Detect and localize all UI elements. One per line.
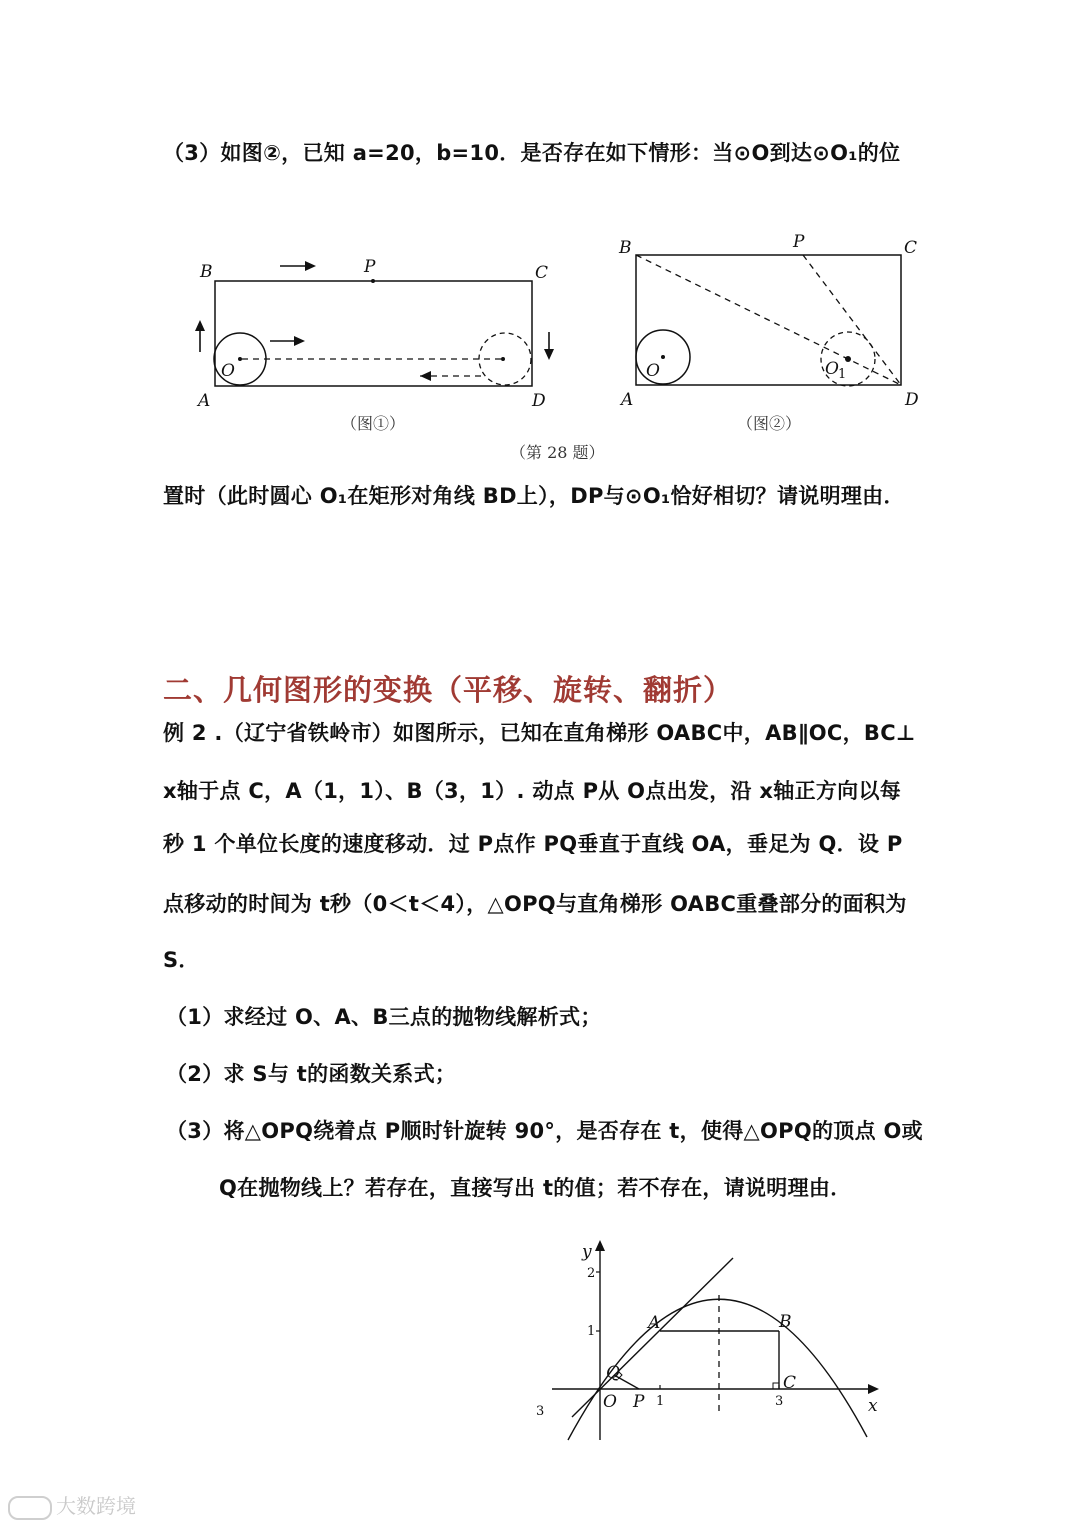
arrow-icon xyxy=(270,336,305,346)
x-tick-3: 3 xyxy=(775,1394,784,1409)
left-tick-3: 3 xyxy=(536,1404,545,1419)
section-heading: 二、几何图形的变换（平移、旋转、翻折） xyxy=(163,673,734,707)
figure-2-caption: （图②） xyxy=(737,414,802,433)
label-A: A xyxy=(621,390,634,410)
label-B: B xyxy=(200,262,213,282)
label-C: C xyxy=(904,238,918,258)
label-O1: O xyxy=(825,359,839,379)
example-text-line: 点移动的时间为 t秒（0＜t＜4），△OPQ与直角梯形 OABC重叠部分的面积为 xyxy=(163,892,907,916)
label-D: D xyxy=(532,391,546,411)
label-P: P xyxy=(364,257,376,277)
problem-text-line: 置时（此时圆心 O₁在矩形对角线 BD上），DP与⊙O₁恰好相切？请说明理由． xyxy=(163,484,905,508)
watermark-logo-icon xyxy=(8,1496,52,1520)
label-C: C xyxy=(535,263,549,283)
y-tick-1: 1 xyxy=(587,1324,596,1339)
label-O: O xyxy=(646,361,660,381)
point-P-label: P xyxy=(633,1392,645,1412)
example-text-line: 秒 1 个单位长度的速度移动．过 P点作 PQ垂直于直线 OA，垂足为 Q．设 P xyxy=(163,832,903,856)
problem-text-line: （3）如图②，已知 a=20，b=10．是否存在如下情形：当⊙O到达⊙O₁的位 xyxy=(163,141,901,165)
example-text-line: 例 2 .（辽宁省铁岭市）如图所示，已知在直角梯形 OABC中，AB∥OC，BC⊥ xyxy=(163,721,916,745)
point-Q-label: Q xyxy=(606,1363,620,1383)
question-line: （2）求 S与 t的函数关系式； xyxy=(166,1062,457,1086)
figure-group-caption: （第 28 题） xyxy=(510,443,605,462)
point-C-label: C xyxy=(783,1373,797,1393)
question-line: （1）求经过 O、A、B三点的抛物线解析式； xyxy=(166,1005,602,1029)
point-O-label: O xyxy=(603,1392,617,1412)
y-axis-label: y xyxy=(582,1242,592,1262)
point-B-label: B xyxy=(779,1312,792,1332)
example-text-line: S． xyxy=(163,948,200,972)
label-O1-subscript: 1 xyxy=(838,367,847,382)
watermark: 大数跨境 xyxy=(8,1490,136,1520)
figure-1-diagram xyxy=(190,255,570,411)
point-A-label: A xyxy=(648,1313,661,1333)
question-line: （3）将△OPQ绕着点 P顺时针旋转 90°，是否存在 t，使得△OPQ的顶点 O或 xyxy=(166,1119,923,1143)
arrow-icon xyxy=(420,371,431,381)
label-D: D xyxy=(905,390,919,410)
figure-2-diagram xyxy=(615,228,935,408)
example-text-line: x轴于点 C，A（1，1）、B（3，1）. 动点 P从 O点出发，沿 x轴正方向以每 xyxy=(163,779,902,803)
label-A: A xyxy=(198,391,211,411)
parabola-graph xyxy=(530,1235,890,1460)
label-O: O xyxy=(221,361,235,381)
question-line: Q在抛物线上？若存在，直接写出 t的值；若不存在，请说明理由． xyxy=(219,1176,852,1200)
x-axis-label: x xyxy=(868,1396,878,1416)
figure-1-caption: （图①） xyxy=(341,414,406,433)
x-tick-1: 1 xyxy=(656,1394,665,1409)
arrow-icon xyxy=(195,320,205,352)
y-tick-2: 2 xyxy=(587,1266,596,1281)
arrow-icon xyxy=(280,261,316,271)
arrow-icon xyxy=(544,332,554,360)
label-B: B xyxy=(619,238,632,258)
label-P: P xyxy=(793,232,805,252)
